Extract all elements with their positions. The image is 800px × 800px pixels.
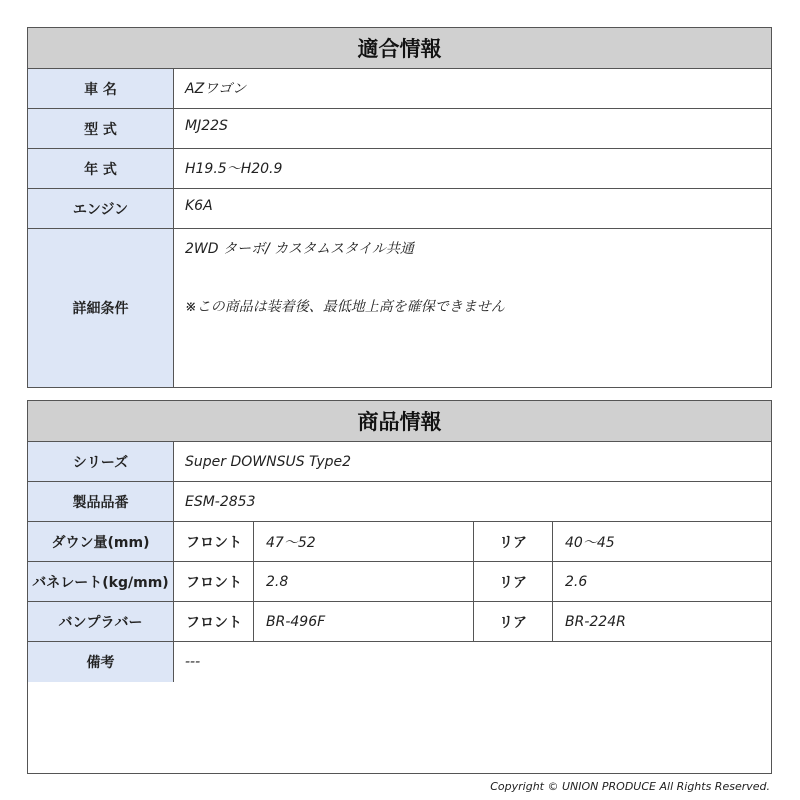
year-label: 年 式 xyxy=(28,149,174,188)
bump-rear-value: BR-224R xyxy=(565,613,626,630)
bump-rear-label: リア xyxy=(474,602,553,641)
table-row xyxy=(28,522,771,562)
series-label: シリーズ xyxy=(28,442,174,481)
fit-info-title: 適合情報 xyxy=(28,28,771,69)
product-info-title: 商品情報 xyxy=(28,401,771,442)
detail-line-1: 2WD ターボ/ カスタムスタイル共通 xyxy=(185,241,414,257)
spring-rate-label: バネレート(kg/mm) xyxy=(28,562,174,601)
engine-label: エンジン xyxy=(28,189,174,228)
engine-value: K6A xyxy=(185,198,213,214)
product-info-table xyxy=(27,400,772,774)
table-row xyxy=(28,229,771,387)
detail-value xyxy=(174,229,771,387)
table-row xyxy=(28,149,771,189)
copyright-notice: Copyright © UNION PRODUCE All Rights Reserved. xyxy=(490,780,770,793)
down-front-label: フロント xyxy=(174,522,254,561)
car-name-label: 車 名 xyxy=(28,69,174,108)
model-code-label: 型 式 xyxy=(28,109,174,148)
detail-label: 詳細条件 xyxy=(28,229,174,387)
table-row xyxy=(28,482,771,522)
spring-front-value: 2.8 xyxy=(254,562,474,601)
spring-rear-label: リア xyxy=(474,562,553,601)
model-code-value: MJ22S xyxy=(185,118,228,134)
down-rear-value: 40～45 xyxy=(565,534,615,551)
bump-front-label: フロント xyxy=(174,602,254,641)
down-front-value: 47～52 xyxy=(254,522,474,561)
detail-line-2: ※この商品は装着後、最低地上高を確保できません xyxy=(185,299,505,315)
table-row xyxy=(28,442,771,482)
series-value: Super DOWNSUS Type2 xyxy=(185,453,352,470)
table-row xyxy=(28,642,771,682)
fit-info-table xyxy=(27,27,772,388)
spring-front-label: フロント xyxy=(174,562,254,601)
car-name-value: AZワゴン xyxy=(185,81,247,97)
remarks-label: 備考 xyxy=(28,642,174,682)
table-row xyxy=(28,69,771,109)
bump-rubber-label: バンプラバー xyxy=(28,602,174,641)
table-row xyxy=(28,109,771,149)
spring-rear-value: 2.6 xyxy=(565,573,588,590)
remarks-value: --- xyxy=(185,654,201,670)
part-number-value: ESM-2853 xyxy=(185,493,256,510)
down-amount-label: ダウン量(mm) xyxy=(28,522,174,561)
year-value: H19.5～H20.9 xyxy=(185,161,283,177)
bump-front-value: BR-496F xyxy=(254,602,474,641)
part-number-label: 製品品番 xyxy=(28,482,174,521)
down-rear-label: リア xyxy=(474,522,553,561)
table-row xyxy=(28,602,771,642)
table-row xyxy=(28,562,771,602)
table-row xyxy=(28,189,771,229)
